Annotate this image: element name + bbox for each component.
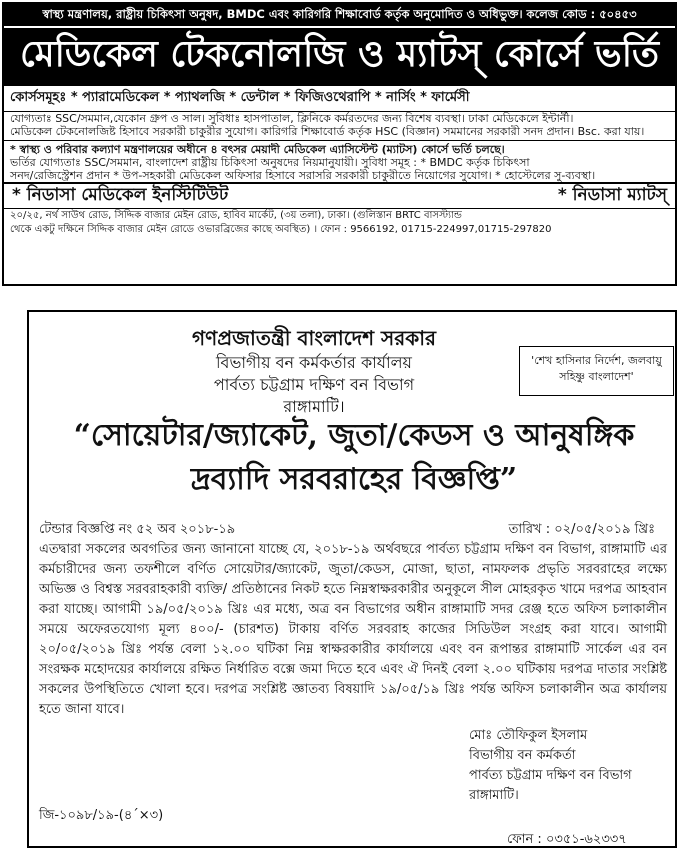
notice-body: এতদ্বারা সকলের অবগতির জন্য জানানো যাচ্ছে যে, ২০১৮-১৯ অর্থবছরে পার্বত্য চট্টগ্রাম দক্ষিণ বন বিভাগ, রাঙ্গামাটি এর কর্মচারীদের জন্য তফশীলে বর্ণিত সোয়েটার/জ্যাকেট, জুতা/কেডস, মোজা, ছাতা, নামফলক প্রভৃতি সরবরাহের লক্ষ্যে অভিজ্ঞ ও বিশ্বস্ত সরবরাহকারী ব্যক্তি/ প্রতিষ্ঠানের নিকট হতে নিম্নস্বাক্ষরকারীর অনুকূলে সীল মোহরকৃত খামে দরপত্র আহবান করা যাচ্ছে। আগামী ১৯/০৫/২০১৯ খ্রিঃ এর মধ্যে, অত্র বন বিভাগের অধীন রাঙ্গামাটি সদর রেঞ্জ হতে অফিস চলাকালীন সময়ে অফেরতযোগ্য মূল্য ৪০০/- (চারশত) টাকায় বর্ণিত সরবরাহ কাজের সিডিউল সংগ্রহ করা যাবে। আগামী ২০/০৫/২০১৯ খ্রিঃ পর্যন্ত বেলা ১২.০০ ঘটিকা নিম্ন স্বাক্ষরকারীর কার্যালয়ে এবং বন রূপান্তর রাঙ্গামাটি সার্কেল এর বন সংরক্ষক মহোদয়ের কার্যালয়ে রক্ষিত নির্ধারিত বক্সে জমা দিতে হবে এবং ঐ দিনই বেলা ২.০০ ঘটিকায় দরপত্র দাতার সংশ্লিষ্ট সকলের উপস্থিতিতে খোলা হবে। দরপত্র সংশ্লিষ্ট জ্ঞাতব্য বিষয়াদি ১৯/০৫/১৯ খ্রিঃ পর্যন্ত অফিস চলাকালীন অত্র কার্যালয় হতে জানা যাবে।: [39, 542, 667, 717]
signature-block: [469, 726, 669, 806]
signature-line: পার্বত্য চট্টগ্রাম দক্ষিণ বন বিভাগ: [469, 768, 632, 783]
institute-name-left: * নিডাসা মেডিকেল ইনস্টিটিউট: [12, 185, 229, 205]
ad-benefit-line: মেডিকেল টেকনোলজিষ্ট হিসাবে সরকারী চাকুরীর সুযোগ। কারিগরি শিক্ষাবোর্ড কর্তৃক HSC (বিজ্ঞান) সমমানের সরকারী সনদ প্রদান। Bsc. করা যায়।: [10, 125, 645, 138]
office-line: বিভাগীয় বন কর্মকর্তার কার্যালয়: [215, 353, 412, 372]
ad-address-line: ২০/২৫, নর্থ সাউথ রোড, সিদ্দিক বাজার মেইন রোড, হাবিব মার্কেট, (৩য় তলা), ঢাকা। (গুলিস্তান BRTC বাসস্ট্যান্ড: [10, 210, 462, 221]
ad-mats-eligibility: ভর্তির যোগ্যতাঃ SSC/সমমান, বাংলাদেশ রাষ্ট্রীয় চিকিৎসা অনুষদের নিয়মানুযায়ী। সুবিধা সমূহ : * BMDC কর্তৃক চিকিৎসা: [10, 156, 530, 169]
tender-notice: [27, 310, 677, 848]
notice-title: “সোয়েটার/জ্যাকেট, জুতা/কেডস ও আনুষঙ্গিক দ্রব্যাদি সরবরাহের বিজ্ঞপ্তি”: [73, 418, 635, 497]
ad-mats-benefits: সনদ/রেজিস্ট্রেশন প্রদান * উপ-সহকারী মেডিকেল অফিসার হিসাবে সরাসরি সরকারী চাকুরীতে নিয়োগের সুযোগ। * হোস্টেলের সু-ব্যবস্থা।: [10, 169, 596, 182]
divider: [4, 140, 675, 141]
office-line: রাঙ্গামাটি।: [283, 397, 345, 416]
ad-address-phone-line: থেকে একটু দক্ষিনে সিদ্দিক বাজার মেইন রোডে ওভারব্রিজের কাছে অবস্থিত) । ফোন : 9566192, 01715-224997,01715-297820: [10, 224, 552, 235]
signature-line: রাঙ্গামাটি।: [469, 788, 519, 803]
office-line: পার্বত্য চট্টগ্রাম দক্ষিণ বন বিভাগ: [213, 375, 415, 394]
ad-approval-banner: স্বাস্থ্য মন্ত্রণালয়, রাষ্ট্রীয় চিকিৎসা অনুষদ, BMDC এবং কারিগরি শিক্ষাবোর্ড কর্তৃক অনুমোদিত ও অধিভুক্ত। কলেজ কোড : ৫০৪৫৩: [4, 4, 675, 26]
government-heading: গণপ্রজাতন্ত্রী বাংলাদেশ সরকার: [192, 326, 436, 350]
notice-date: তারিখ : ০২/০৫/২০১৯ খ্রিঃ: [508, 522, 655, 537]
signature-line: মোঃ তৌফিকুল ইসলাম: [469, 728, 588, 743]
ad-mats-line: * স্বাস্থ্য ও পরিবার কল্যাণ মন্ত্রণালয়ের অধীনে ৪ বৎসর মেয়াদী মেডিকেল এ্যাসিস্টেন্ট (ম্যাটস) কোর্সে ভর্তি চলছে।: [10, 143, 505, 156]
ad-course-list: কোর্সসমূহঃ * প্যারামেডিকেল * প্যাথলজি * ডেন্টাল * ফিজিওথেরাপি * নার্সিং * ফার্মেসী: [4, 86, 675, 112]
reference-number: জি-১০৯৮/১৯-(৪´×৩): [39, 808, 164, 823]
institute-name-right: * নিডাসা ম্যাটস্: [557, 185, 667, 205]
tender-number: টেন্ডার বিজ্ঞপ্তি নং ৫২ অব ২০১৮-১৯: [39, 522, 236, 537]
ad-institute-row: [4, 182, 675, 209]
office-heading: [149, 352, 479, 418]
ad-headline: মেডিকেল টেকনোলজি ও ম্যাটস্ কোর্সে ভর্তি: [4, 26, 675, 86]
signature-line: বিভাগীয় বন কর্মকর্তা: [469, 748, 576, 763]
phone-number: ফোন : ০৩৫১-৬২৩৩৭: [507, 832, 627, 847]
ad-eligibility-line: যোগ্যতাঃ SSC/সমমান,যেকোন গ্রুপ ও সাল। সুবিধাঃ হাসপাতাল, ক্লিনিকে কর্মরতদের জন্য বিশেষ ব্যবস্থা। ঢাকা মেডিকেলে ইন্টার্নী।: [10, 112, 574, 125]
coaching-advertisement: [2, 2, 677, 286]
slogan-box: 'শেখ হাসিনার নির্দেশ, জলবায়ু সহিষ্ণু বাংলাদেশ': [519, 346, 674, 396]
